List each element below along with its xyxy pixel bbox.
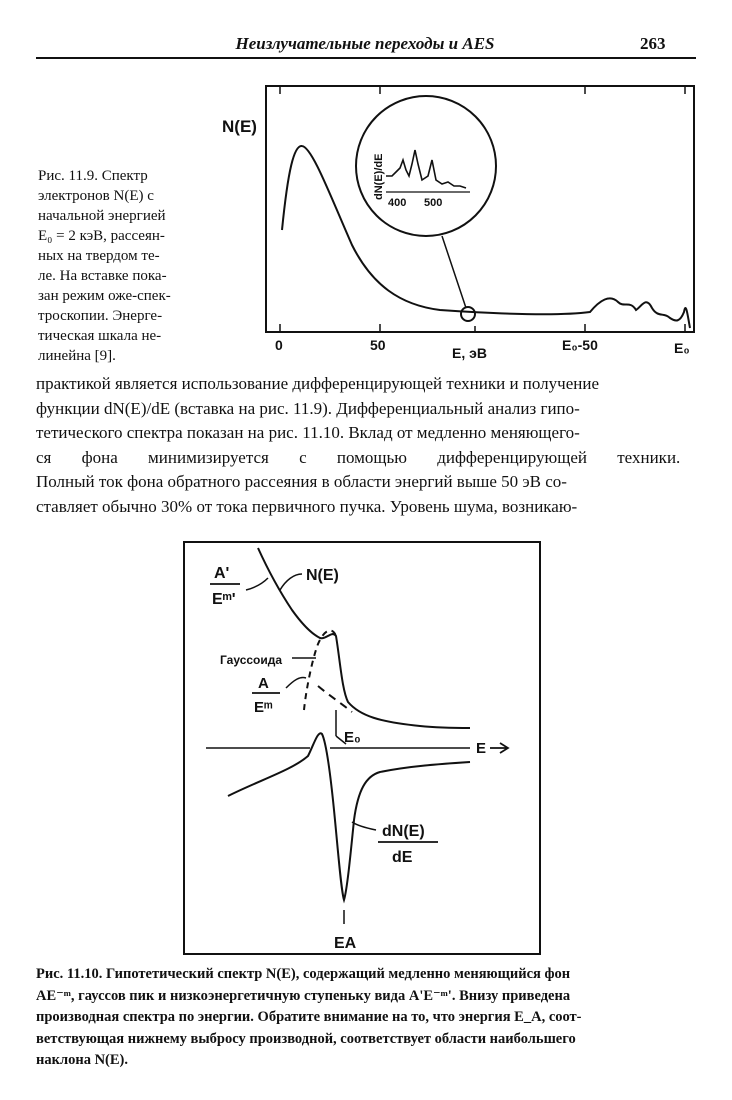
caption-line: зан режим оже-спек- xyxy=(38,288,171,304)
body-line: функции dN(E)/dE (вставка на рис. 11.9). Дифференциальный анализ гипо- xyxy=(36,398,580,418)
label-ea: EA xyxy=(334,935,357,952)
label-a-prime: A' xyxy=(214,565,230,582)
x-axis-label: E, эВ xyxy=(452,345,487,361)
label-e-axis: E xyxy=(476,740,487,757)
body-line: Полный ток фона обратного рассеяния в области энергий выше 50 эВ со- xyxy=(36,472,567,491)
label-a: A xyxy=(258,675,269,692)
leader-line xyxy=(280,574,302,590)
caption-line: электронов N(E) с xyxy=(38,188,154,204)
inset-y-label: dN(E)/dE xyxy=(373,153,385,200)
caption-line: тическая шкала не- xyxy=(38,328,162,344)
caption-line: линейна [9]. xyxy=(38,348,116,364)
caption-line: AE⁻ᵐ, гауссов пик и низкоэнергетичную ступеньку вида A'E⁻ᵐ'. Внизу приведена xyxy=(36,987,571,1004)
figure-11-10 xyxy=(0,530,732,960)
x-tick-e0: E₀ xyxy=(674,340,690,356)
caption-line: начальной энергией xyxy=(38,208,166,224)
inset-pointer xyxy=(442,236,466,308)
label-dn: dN(E) xyxy=(382,823,425,840)
label-e0: E₀ xyxy=(344,729,361,746)
caption-line: наклона N(E). xyxy=(36,1052,128,1068)
label-e-m-prime: Eᵐ' xyxy=(212,591,236,608)
figure-11-9 xyxy=(0,0,732,370)
figure-11-10-caption xyxy=(36,964,700,1072)
caption-line: ных на твердом те- xyxy=(38,248,160,264)
x-tick-0: 0 xyxy=(275,337,283,353)
label-de: dE xyxy=(392,849,413,866)
caption-line: троскопии. Энерге- xyxy=(38,308,163,324)
n-e-curve xyxy=(258,548,470,728)
derivative-curve xyxy=(228,733,470,900)
axis-ticks xyxy=(280,86,685,332)
page-number: 263 xyxy=(640,34,666,53)
label-gaussian: Гауссоида xyxy=(220,653,283,667)
body-line: ставляет обычно 30% от тока первичного пучка. Уровень шума, возникаю- xyxy=(36,496,578,516)
body-line: ся фона минимизируется с помощью дифференцирующей техники. xyxy=(36,447,681,467)
leader-line xyxy=(286,677,306,688)
running-header-title: Неизлучательные переходы и AES xyxy=(235,34,495,53)
x-tick-50: 50 xyxy=(370,337,386,353)
gaussian-curve xyxy=(304,630,336,710)
caption-line: Рис. 11.10. Гипотетический спектр N(E), содержащий медленно меняющийся фон xyxy=(36,966,571,982)
caption-line: ле. На вставке пока- xyxy=(38,268,167,284)
body-line: практикой является использование дифференцирующей техники и получение xyxy=(36,374,599,393)
y-axis-label: N(E) xyxy=(222,117,257,136)
inset-x-tick-500: 500 xyxy=(424,197,443,209)
inset-x-tick-400: 400 xyxy=(388,197,407,209)
label-e-m: Eᵐ xyxy=(254,699,273,716)
caption-line: Рис. 11.9. Спектр xyxy=(38,168,148,184)
caption-line: E₀ = 2 кэВ, рассеян- xyxy=(38,228,165,244)
leader-line xyxy=(246,578,268,590)
caption-line: ветствующая нижнему выбросу производной, соответствует области наибольшего xyxy=(36,1030,576,1047)
body-paragraph xyxy=(36,372,696,519)
leader-line xyxy=(352,822,376,830)
x-tick-e0-50: E₀-50 xyxy=(562,337,598,353)
label-n-e: N(E) xyxy=(306,567,339,584)
caption-line: производная спектра по энергии. Обратите внимание на то, что энергия E_A, соот- xyxy=(36,1009,582,1025)
body-line: тетического спектра показан на рис. 11.10. Вклад от медленно меняющего- xyxy=(36,423,580,442)
zoom-marker xyxy=(461,307,475,321)
axis-arrow xyxy=(490,743,508,753)
